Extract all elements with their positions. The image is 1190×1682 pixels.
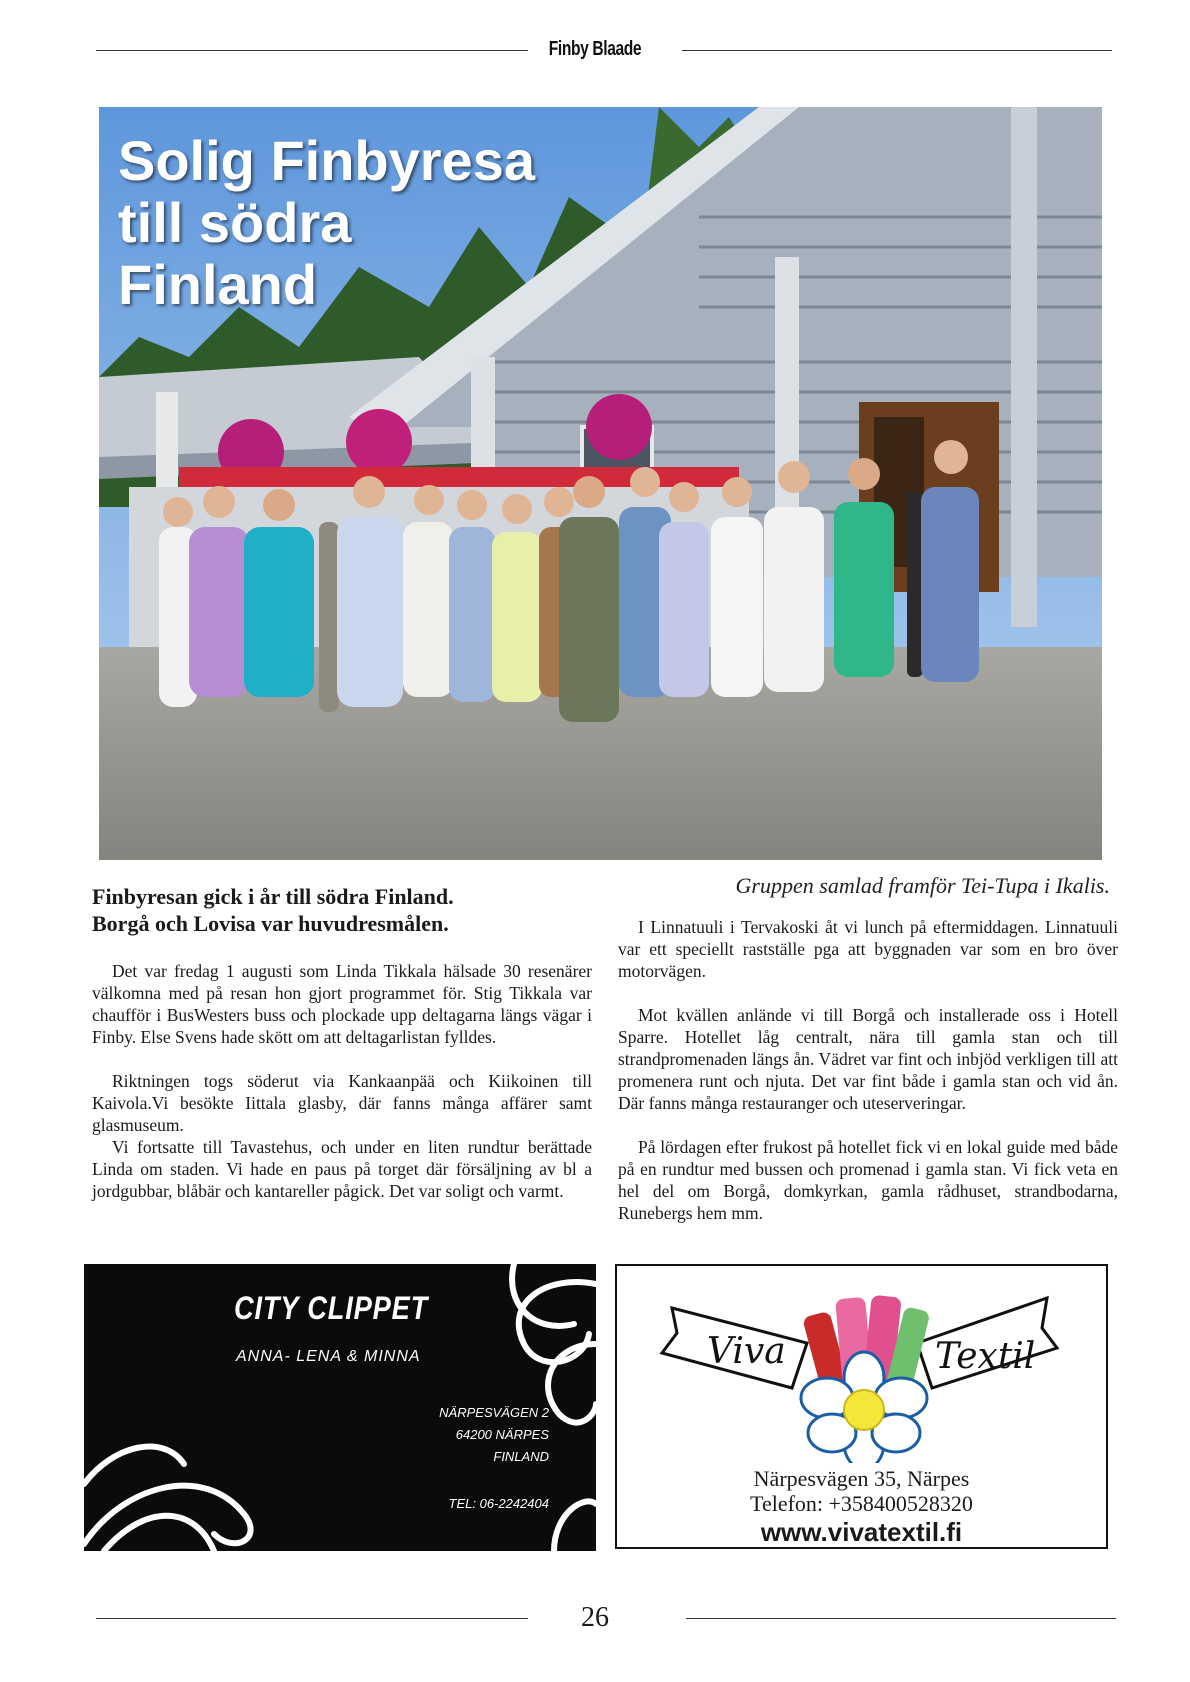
headline-line: till södra [118, 191, 352, 254]
newsletter-title: Finby Blaade [548, 38, 642, 60]
page-number: 26 [581, 1602, 609, 1633]
viva-textil-contact [617, 1466, 1106, 1548]
article-headline [118, 130, 535, 316]
headline-line: Finland [118, 253, 318, 316]
viva-textil-ad[interactable] [615, 1264, 1108, 1549]
article-column-left [92, 960, 592, 1202]
store-address: Närpesvägen 35, Närpes [753, 1466, 970, 1491]
store-website-link[interactable]: www.vivatextil.fi [760, 1517, 963, 1547]
paragraph: Mot kvällen anlände vi till Borgå och installerade oss i Hotell Sparre. Hotellet låg centralt, nära till gamla stan och till strandpromenaden längs ån. Vädret var fint och inbjöd verkligen till att promenera runt och njuta. Det var fint både i gamla stan och vid ån. Där fanns många restauranger och uteserveringar. [618, 1005, 1118, 1113]
address-line: 64200 NÄRPES [455, 1427, 549, 1442]
salon-owners: ANNA- LENA & MINNA [236, 1348, 421, 1365]
headline-line: Solig Finbyresa [118, 129, 535, 192]
intro-line: Borgå och Lovisa var huvudresmålen. [92, 911, 449, 936]
salon-name: CITY CLIPPET [234, 1290, 429, 1326]
salon-address [384, 1402, 549, 1468]
article-column-right [618, 916, 1118, 1224]
logo-viva-text: Viva [707, 1331, 786, 1372]
intro-line: Finbyresan gick i år till södra Finland. [92, 884, 454, 909]
footer-rule-right [686, 1618, 1116, 1619]
photo-caption: Gruppen samlad framför Tei-Tupa i Ikalis. [735, 873, 1110, 898]
header-rule-right [682, 50, 1112, 51]
header-rule-left [96, 50, 528, 51]
city-clippet-ad[interactable] [84, 1264, 596, 1551]
salon-phone: TEL: 06-2242404 [448, 1496, 549, 1511]
logo-textil-text: Textil [935, 1336, 1036, 1377]
address-line: NÄRPESVÄGEN 2 [439, 1405, 549, 1420]
article-intro [92, 883, 592, 937]
paragraph: Riktningen togs söderut via Kankaanpää och Kiikoinen till Kaivola.Vi besökte Iittala glasby, där fanns många affärer samt glasmuseum. [92, 1071, 592, 1135]
paragraph: På lördagen efter frukost på hotellet fick vi en lokal guide med både på en rundtur med bussen och promenad i gamla stan. Vi fick veta en hel del om Borgå, domkyrkan, gamla rådhuset, strandbodarna, Runebergs hem mm. [618, 1137, 1118, 1223]
paragraph: I Linnatuuli i Tervakoski åt vi lunch på eftermiddagen. Linnatuuli var ett speciellt rastställe pga att byggnaden var som en bro över motorvägen. [618, 917, 1118, 981]
paragraph: Det var fredag 1 augusti som Linda Tikkala hälsade 30 resenärer välkomna med på resan hon gjort programmet för. Stig Tikkala var chaufför i BusWesters buss och plockade upp deltagarna längs vägar i Finby. Else Svens hade skött om att deltagarlistan fylldes. [92, 961, 592, 1047]
footer-rule-left [96, 1618, 528, 1619]
viva-textil-logo [617, 1268, 1106, 1463]
store-phone: Telefon: +358400528320 [750, 1491, 973, 1516]
paragraph: Vi fortsatte till Tavastehus, och under en liten rundtur berättade Linda om staden. Vi hade en paus på torget där försäljning av bl a jordgubbar, blåbär och kantareller pågick. Det var soligt och varmt. [92, 1137, 592, 1201]
address-line: FINLAND [493, 1449, 549, 1464]
